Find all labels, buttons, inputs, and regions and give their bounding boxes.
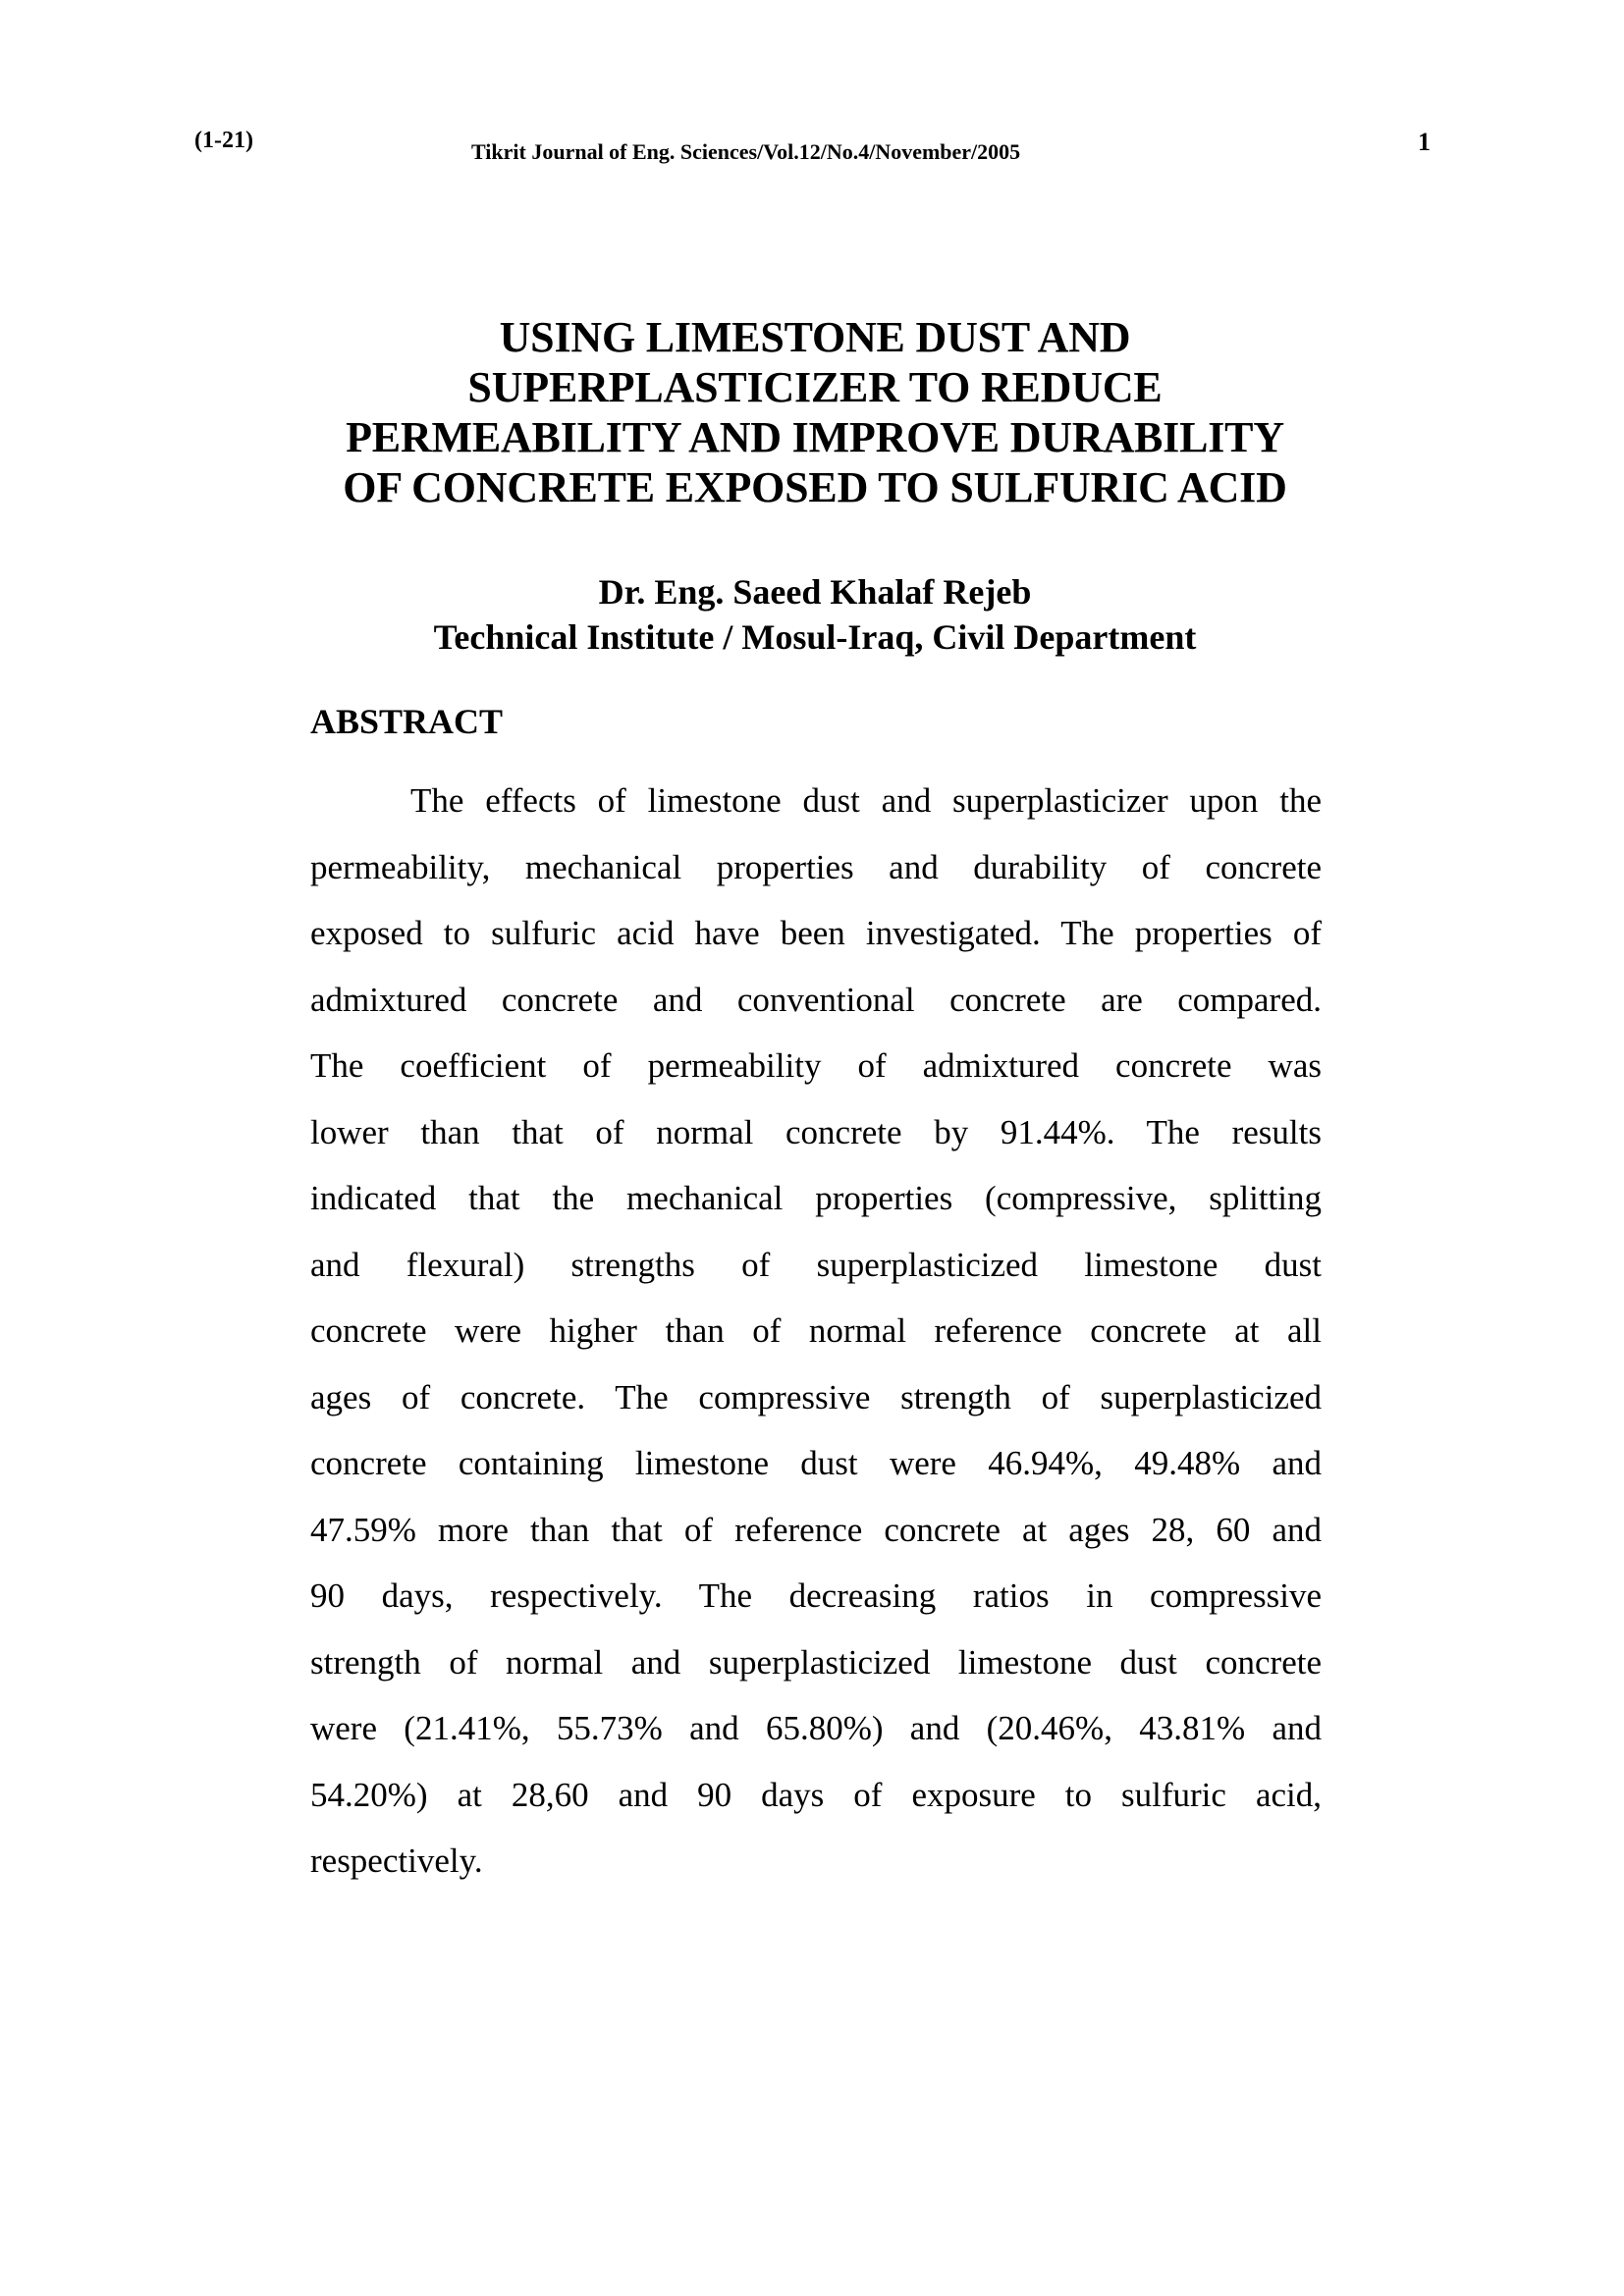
abstract-line: 90 days, respectively. The decreasing ratios in compressive (310, 1576, 1322, 1615)
abstract-line: indicated that the mechanical properties (compressive, splitting (310, 1179, 1322, 1217)
running-header (0, 126, 1624, 165)
abstract-line: The coefficient of permeability of admixtured concrete was (310, 1046, 1322, 1085)
author-name: Dr. Eng. Saeed Khalaf Rejeb (598, 572, 1032, 612)
abstract-line: were (21.41%, 55.73% and 65.80%) and (20.46%, 43.81% and (310, 1709, 1322, 1747)
abstract-line: permeability, mechanical properties and durability of concrete (310, 847, 1322, 886)
abstract-line: strength of normal and superplasticized limestone dust concrete (310, 1642, 1322, 1682)
abstract-line: concrete containing limestone dust were 46.94%, 49.48% and (310, 1444, 1322, 1482)
abstract-body (310, 768, 1322, 1895)
page-range: (1-21) (194, 128, 253, 153)
abstract-line: exposed to sulfuric acid have been investigated. The properties of (310, 914, 1322, 952)
abstract-line: ages of concrete. The compressive strength of superplasticized (310, 1377, 1322, 1416)
abstract-line: and flexural) strengths of superplasticized limestone dust (310, 1245, 1322, 1284)
author-affiliation: Technical Institute / Mosul-Iraq, Civil Department (433, 617, 1197, 657)
abstract-line: The effects of limestone dust and superplasticizer upon the (410, 781, 1322, 820)
title-line: OF CONCRETE EXPOSED TO SULFURIC ACID (343, 463, 1287, 511)
abstract-heading: ABSTRACT (310, 702, 504, 741)
journal-reference: Tikrit Journal of Eng. Sciences/Vol.12/No.4/November/2005 (471, 139, 1021, 164)
author-block (295, 569, 1335, 660)
title-line: SUPERPLASTICIZER TO REDUCE (467, 363, 1163, 411)
abstract-line: 54.20%) at 28,60 and 90 days of exposure to sulfuric acid, (310, 1775, 1322, 1814)
paper-title (295, 312, 1335, 512)
abstract-line: concrete were higher than of normal reference concrete at all (310, 1311, 1322, 1350)
abstract-line: admixtured concrete and conventional concrete are compared. (310, 980, 1322, 1019)
abstract-line: respectively. (310, 1842, 483, 1880)
page-number: 1 (1418, 128, 1431, 156)
title-line: USING LIMESTONE DUST AND (499, 313, 1131, 361)
abstract-line: 47.59% more than that of reference concrete at ages 28, 60 and (310, 1510, 1322, 1549)
title-line: PERMEABILITY AND IMPROVE DURABILITY (346, 413, 1284, 461)
abstract-line: lower than that of normal concrete by 91.44%. The results (310, 1112, 1322, 1151)
